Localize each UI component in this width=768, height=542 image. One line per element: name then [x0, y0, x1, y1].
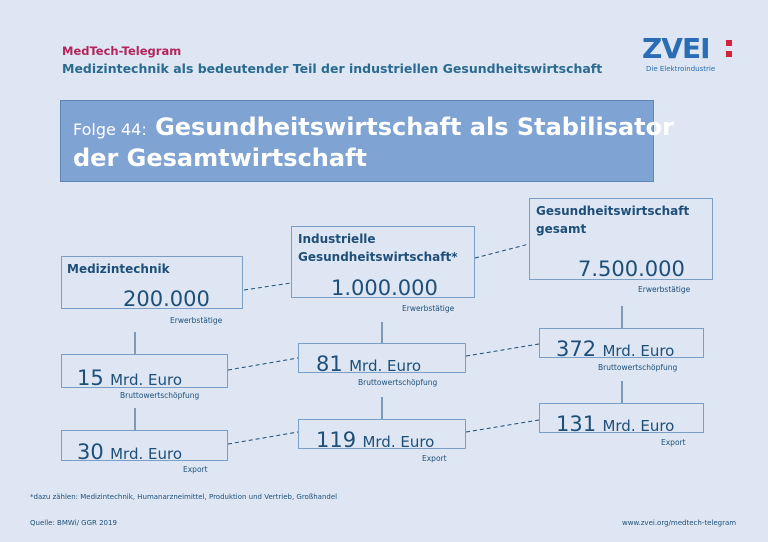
- medtech-employees-value: 200.000: [123, 287, 210, 311]
- dash-export-2: [466, 420, 539, 432]
- industrial-gva: [316, 352, 421, 376]
- industrial-export-number: 119: [316, 428, 357, 452]
- total-employees-value: 7.500.000: [578, 257, 685, 281]
- source-note: Quelle: BMWi/ GGR 2019: [30, 519, 117, 527]
- industrial-employees: [331, 276, 438, 300]
- dash-export-1: [228, 432, 298, 444]
- industrial-gva-number: 81: [316, 352, 343, 376]
- footnote: *dazu zählen: Medizintechnik, Humanarzneimittel, Produktion und Vertrieb, Großhandel: [30, 493, 338, 501]
- medtech-gva-number: 15: [77, 366, 104, 390]
- dash-gva-1: [228, 358, 298, 370]
- total-employees-caption: Erwerbstätige: [638, 285, 691, 294]
- industrial-employees-caption: Erwerbstätige: [402, 304, 455, 313]
- logo-word: ZVEI: [642, 32, 710, 65]
- medtech-employees: [123, 287, 210, 311]
- medtech-gva: [77, 366, 182, 390]
- industrial-title-2: Gesundheitswirtschaft*: [298, 250, 458, 264]
- dash-employees-1: [244, 283, 291, 290]
- brand-title: MedTech-Telegram: [62, 44, 182, 58]
- medtech-export-unit: Mrd. Euro: [110, 445, 182, 463]
- industrial-export-caption: Export: [422, 454, 447, 463]
- medtech-gva-caption: Bruttowertschöpfung: [120, 391, 200, 400]
- total-export-unit: Mrd. Euro: [602, 417, 675, 435]
- total-gva: [556, 337, 674, 361]
- industrial-title-1: Industrielle: [298, 232, 376, 246]
- medtech-gva-unit: Mrd. Euro: [110, 371, 182, 389]
- logo-subtitle: Die Elektroindustrie: [646, 65, 716, 73]
- medtech-export: [77, 440, 182, 464]
- industrial-export: [316, 428, 434, 452]
- total-export: [556, 412, 674, 436]
- medtech-export-number: 30: [77, 440, 104, 464]
- industrial-employees-value: 1.000.000: [331, 276, 438, 300]
- dash-employees-2: [475, 244, 529, 258]
- dash-gva-2: [466, 344, 539, 356]
- medtech-export-caption: Export: [183, 465, 208, 474]
- total-gva-unit: Mrd. Euro: [602, 342, 675, 360]
- footer-url-link[interactable]: www.zvei.org/medtech-telegram: [622, 519, 737, 527]
- banner-title-1: Gesundheitswirtschaft als Stabilisator: [155, 113, 674, 141]
- total-gva-number: 372: [556, 337, 597, 361]
- total-title-2: gesamt: [536, 222, 587, 236]
- industrial-gva-unit: Mrd. Euro: [349, 357, 421, 375]
- total-export-caption: Export: [661, 438, 686, 447]
- medtech-title: Medizintechnik: [67, 262, 170, 276]
- page-subtitle: Medizintechnik als bedeutender Teil der industriellen Gesundheitswirtschaft: [62, 61, 603, 76]
- banner-folge: Folge 44:: [73, 120, 147, 139]
- industrial-export-unit: Mrd. Euro: [362, 433, 435, 451]
- total-gva-caption: Bruttowertschöpfung: [598, 363, 678, 372]
- medtech-employees-caption: Erwerbstätige: [170, 316, 223, 325]
- total-title-1: Gesundheitswirtschaft: [536, 204, 690, 218]
- banner-title-2: der Gesamtwirtschaft: [73, 144, 367, 172]
- total-employees: [578, 257, 685, 281]
- industrial-gva-caption: Bruttowertschöpfung: [358, 378, 438, 387]
- total-export-number: 131: [556, 412, 597, 436]
